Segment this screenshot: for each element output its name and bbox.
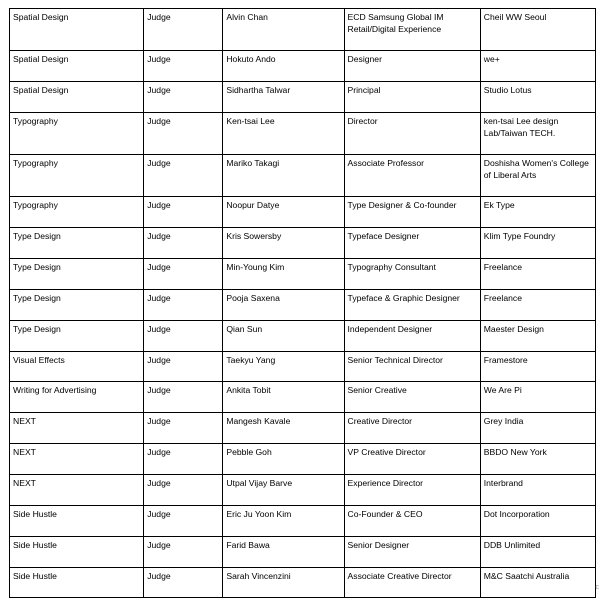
table-row [10,228,596,259]
table-row [10,568,596,598]
name-cell: Ankita Tobit [223,382,344,413]
role-cell: Judge [144,537,223,568]
name-cell: Eric Ju Yoon Kim [223,506,344,537]
table-row [10,475,596,506]
name-cell: Utpal Vijay Barve [223,475,344,506]
page-mark: c [595,584,599,591]
role-cell: Judge [144,506,223,537]
title-cell: Senior Creative [344,382,480,413]
role-cell: Judge [144,82,223,113]
company-cell: Studio Lotus [480,82,595,113]
title-cell: Senior Technical Director [344,352,480,382]
category-cell: Typography [10,113,144,155]
name-cell: Alvin Chan [223,9,344,51]
company-cell: DDB Unlimited [480,537,595,568]
title-cell: Designer [344,51,480,82]
category-cell: NEXT [10,413,144,444]
table-row [10,506,596,537]
table-row [10,197,596,228]
role-cell: Judge [144,352,223,382]
role-cell: Judge [144,51,223,82]
title-cell: Independent Designer [344,321,480,352]
name-cell: Noopur Datye [223,197,344,228]
title-cell: Senior Designer [344,537,480,568]
company-cell: Framestore [480,352,595,382]
name-cell: Farid Bawa [223,537,344,568]
name-cell: Min-Young Kim [223,259,344,290]
title-cell: Creative Director [344,413,480,444]
company-cell: Freelance [480,290,595,321]
role-cell: Judge [144,259,223,290]
category-cell: Typography [10,197,144,228]
title-cell: Director [344,113,480,155]
role-cell: Judge [144,9,223,51]
category-cell: NEXT [10,475,144,506]
name-cell: Sidhartha Talwar [223,82,344,113]
category-cell: Writing for Advertising [10,382,144,413]
company-cell: Ek Type [480,197,595,228]
name-cell: Qian Sun [223,321,344,352]
role-cell: Judge [144,382,223,413]
company-cell: Dot Incorporation [480,506,595,537]
title-cell: ECD Samsung Global IM Retail/Digital Experience [344,9,480,51]
title-cell: Co-Founder & CEO [344,506,480,537]
company-cell: We Are Pi [480,382,595,413]
table-row [10,82,596,113]
title-cell: Associate Professor [344,155,480,197]
role-cell: Judge [144,290,223,321]
name-cell: Pooja Saxena [223,290,344,321]
role-cell: Judge [144,321,223,352]
title-cell: Typeface Designer [344,228,480,259]
category-cell: Side Hustle [10,568,144,598]
role-cell: Judge [144,568,223,598]
role-cell: Judge [144,155,223,197]
title-cell: Experience Director [344,475,480,506]
company-cell: Grey India [480,413,595,444]
category-cell: Side Hustle [10,506,144,537]
title-cell: Principal [344,82,480,113]
company-cell: Doshisha Women's College of Liberal Arts [480,155,595,197]
name-cell: Mariko Takagi [223,155,344,197]
company-cell: Interbrand [480,475,595,506]
category-cell: NEXT [10,444,144,475]
title-cell: Type Designer & Co-founder [344,197,480,228]
company-cell: BBDO New York [480,444,595,475]
role-cell: Judge [144,228,223,259]
category-cell: Spatial Design [10,82,144,113]
company-cell: we+ [480,51,595,82]
role-cell: Judge [144,444,223,475]
company-cell: Klim Type Foundry [480,228,595,259]
role-cell: Judge [144,197,223,228]
table-row [10,352,596,382]
table-row [10,290,596,321]
title-cell: Typeface & Graphic Designer [344,290,480,321]
category-cell: Type Design [10,259,144,290]
category-cell: Side Hustle [10,537,144,568]
table-row [10,321,596,352]
title-cell: Associate Creative Director [344,568,480,598]
table-row [10,155,596,197]
name-cell: Pebble Goh [223,444,344,475]
category-cell: Type Design [10,321,144,352]
name-cell: Mangesh Kavale [223,413,344,444]
name-cell: Kris Sowersby [223,228,344,259]
name-cell: Hokuto Ando [223,51,344,82]
category-cell: Type Design [10,290,144,321]
table-row [10,51,596,82]
company-cell: Maester Design [480,321,595,352]
role-cell: Judge [144,113,223,155]
name-cell: Taekyu Yang [223,352,344,382]
role-cell: Judge [144,475,223,506]
role-cell: Judge [144,413,223,444]
table-row [10,259,596,290]
category-cell: Type Design [10,228,144,259]
category-cell: Spatial Design [10,9,144,51]
table-row [10,413,596,444]
name-cell: Sarah Vincenzini [223,568,344,598]
name-cell: Ken-tsai Lee [223,113,344,155]
table-row [10,444,596,475]
title-cell: VP Creative Director [344,444,480,475]
company-cell: M&C Saatchi Australia [480,568,595,598]
judges-table [9,8,596,598]
table-row [10,537,596,568]
company-cell: ken-tsai Lee design Lab/Taiwan TECH. [480,113,595,155]
company-cell: Freelance [480,259,595,290]
table-row [10,382,596,413]
category-cell: Visual Effects [10,352,144,382]
title-cell: Typography Consultant [344,259,480,290]
category-cell: Typography [10,155,144,197]
company-cell: Cheil WW Seoul [480,9,595,51]
table-row [10,9,596,51]
table-row [10,113,596,155]
category-cell: Spatial Design [10,51,144,82]
